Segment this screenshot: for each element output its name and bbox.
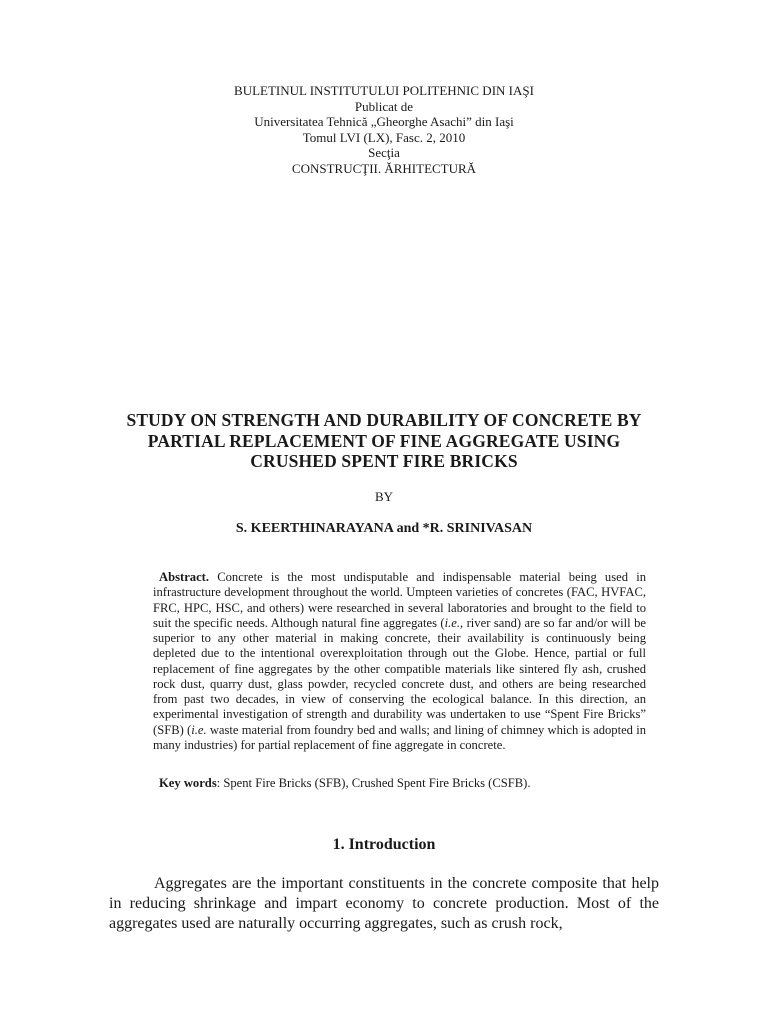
abstract-ie-1: i.e. — [444, 615, 461, 630]
publisher-name: Universitatea Tehnică „Gheorghe Asachi” din Iaşi — [254, 114, 514, 130]
volume-info: Tomul LVI (LX), Fasc. 2, 2010 — [302, 129, 466, 145]
abstract-label: Abstract. — [159, 570, 210, 584]
abstract — [153, 570, 646, 753]
keywords-label: Key words — [159, 776, 217, 790]
journal-name: BULETINUL INSTITUTULUI POLITEHNIC DIN IAŞI — [234, 83, 534, 98]
abstract-ie-2: i.e. — [191, 722, 207, 737]
title-line-2: PARTIAL REPLACEMENT OF FINE AGGREGATE USING — [147, 430, 621, 451]
by-label: BY — [374, 489, 394, 504]
section-name: CONSTRUCŢII. ĂRHITECTURĂ — [291, 160, 477, 176]
paper-title — [60, 410, 708, 472]
section-heading: 1. Introduction — [332, 836, 436, 853]
title-line-1: STUDY ON STRENGTH AND DURABILITY OF CONCRETE BY — [126, 410, 642, 430]
abstract-text-3: waste material from foundry bed and walls; and lining of chimney which is adopted in many industries) for partial replacement of fine aggregate in concrete. — [153, 722, 646, 752]
publisher-label: Publicat de — [354, 98, 414, 114]
abstract-text-1: Concrete is the most undisputable and indispensable material being used in infrastructure development throughout the world. Umpteen varieties of concretes (FAC, HVFAC, FRC, HPC, HSC, and others) were researched in several laboratories and brought to the field to suit the specific needs. Although natural fine aggregates ( — [153, 570, 646, 630]
abstract-text-2: , river sand) are so far and/or will be superior to any other material in making concrete, their availability is continuously being depleted due to the intentional overexploitation through out the Globe. Hence, partial or full replacement of fine aggregates by the other compatible materials like sintered fly ash, crushed rock dust, quarry dust, glass powder, recycled concrete dust, and others are being researched from past two decades, in view of conserving the ecological balance. In this direction, an experimental investigation of strength and durability was undertaken to use “Spent Fire Bricks” (SFB) ( — [153, 615, 647, 737]
introduction-paragraph: Aggregates are the important constituents in the concrete composite that help in reducing shrinkage and impart economy to concrete production. Most of the aggregates used are naturally occurring aggregates, such as crush rock, — [109, 875, 659, 932]
keywords — [159, 776, 659, 791]
title-line-3: CRUSHED SPENT FIRE BRICKS — [250, 451, 518, 471]
journal-header — [0, 83, 768, 177]
section-label: Secţia — [368, 145, 400, 161]
authors: S. KEERTHINARAYANA and *R. SRINIVASAN — [235, 521, 533, 536]
keywords-text: : Spent Fire Bricks (SFB), Crushed Spent Fire Bricks (CSFB). — [216, 776, 531, 790]
